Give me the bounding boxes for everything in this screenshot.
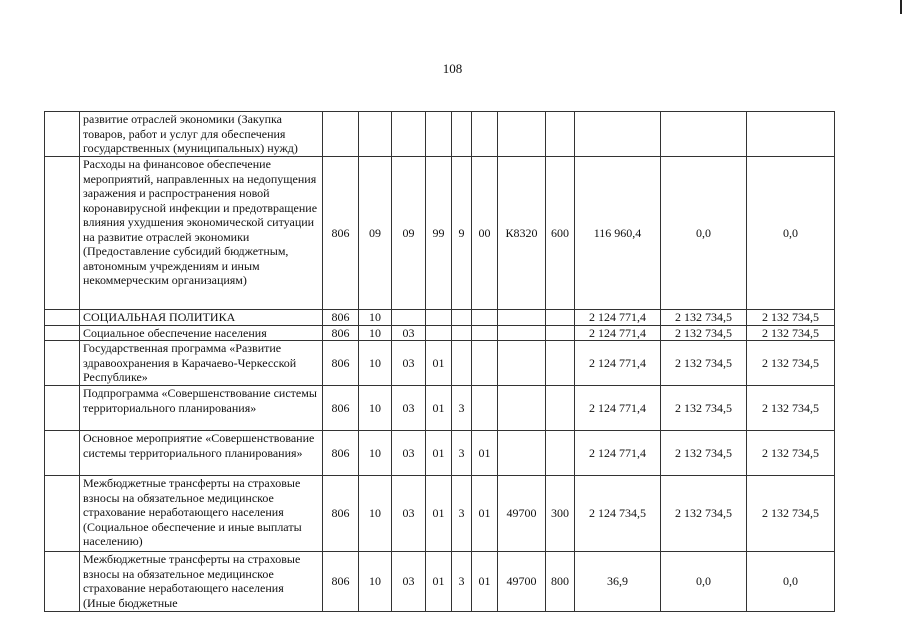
code-cell-c8 <box>546 341 575 386</box>
code-cell-c8 <box>546 386 575 431</box>
amount-cell-v3: 2 132 734,5 <box>747 310 835 326</box>
amount-cell-v1: 2 124 771,4 <box>575 386 661 431</box>
item-name-cell: СОЦИАЛЬНАЯ ПОЛИТИКА <box>80 310 323 326</box>
code-cell-c1: 806 <box>323 325 359 341</box>
code-cell-c3: 09 <box>392 157 426 310</box>
scan-edge-mark <box>900 0 902 14</box>
item-name-cell: Подпрограмма «Совершенствование системы территориального планирования» <box>80 386 323 431</box>
code-cell-c3 <box>392 310 426 326</box>
table-row <box>45 157 835 310</box>
code-cell-c5: 3 <box>452 476 472 552</box>
code-cell-c2: 09 <box>359 157 392 310</box>
amount-cell-v3: 2 132 734,5 <box>747 325 835 341</box>
code-cell-c7: К8320 <box>498 157 546 310</box>
amount-cell-v3 <box>747 112 835 157</box>
row-number-cell <box>45 325 80 341</box>
code-cell-c8: 300 <box>546 476 575 552</box>
code-cell-c8 <box>546 431 575 476</box>
code-cell-c8: 600 <box>546 157 575 310</box>
code-cell-c2: 10 <box>359 310 392 326</box>
code-cell-c4: 01 <box>426 431 452 476</box>
amount-cell-v1 <box>575 112 661 157</box>
code-cell-c1: 806 <box>323 476 359 552</box>
code-cell-c7 <box>498 341 546 386</box>
code-cell-c5: 3 <box>452 386 472 431</box>
amount-cell-v1: 2 124 771,4 <box>575 310 661 326</box>
code-cell-c6 <box>472 112 498 157</box>
code-cell-c8 <box>546 112 575 157</box>
code-cell-c2: 10 <box>359 386 392 431</box>
row-number-cell <box>45 476 80 552</box>
code-cell-c5 <box>452 325 472 341</box>
code-cell-c7 <box>498 112 546 157</box>
amount-cell-v3: 2 132 734,5 <box>747 431 835 476</box>
code-cell-c4: 01 <box>426 476 452 552</box>
item-name-cell: Основное мероприятие «Совершенствование системы территориального планирования» <box>80 431 323 476</box>
code-cell-c2: 10 <box>359 476 392 552</box>
amount-cell-v3: 0,0 <box>747 157 835 310</box>
code-cell-c1: 806 <box>323 310 359 326</box>
code-cell-c4: 01 <box>426 386 452 431</box>
table-row <box>45 552 835 612</box>
code-cell-c3 <box>392 112 426 157</box>
item-name-cell: Межбюджетные трансферты на страховые взносы на обязательное медицинское страхование неработающего населения (Иные бюджетные <box>80 552 323 612</box>
code-cell-c3: 03 <box>392 341 426 386</box>
code-cell-c3: 03 <box>392 431 426 476</box>
code-cell-c1: 806 <box>323 386 359 431</box>
row-number-cell <box>45 431 80 476</box>
code-cell-c2: 10 <box>359 341 392 386</box>
code-cell-c5: 3 <box>452 431 472 476</box>
code-cell-c4: 01 <box>426 341 452 386</box>
code-cell-c6 <box>472 341 498 386</box>
code-cell-c3: 03 <box>392 552 426 612</box>
code-cell-c2: 10 <box>359 431 392 476</box>
item-name-cell: Межбюджетные трансферты на страховые взносы на обязательное медицинское страхование неработающего населения (Социальное обеспечение и иные выплаты населению) <box>80 476 323 552</box>
code-cell-c5: 9 <box>452 157 472 310</box>
code-cell-c4: 01 <box>426 552 452 612</box>
code-cell-c7: 49700 <box>498 476 546 552</box>
code-cell-c7 <box>498 431 546 476</box>
code-cell-c7 <box>498 310 546 326</box>
amount-cell-v3: 2 132 734,5 <box>747 341 835 386</box>
code-cell-c6: 01 <box>472 431 498 476</box>
code-cell-c8: 800 <box>546 552 575 612</box>
table-row <box>45 341 835 386</box>
amount-cell-v1: 2 124 771,4 <box>575 341 661 386</box>
table-row <box>45 112 835 157</box>
code-cell-c1: 806 <box>323 341 359 386</box>
row-number-cell <box>45 112 80 157</box>
row-number-cell <box>45 341 80 386</box>
code-cell-c5 <box>452 341 472 386</box>
code-cell-c1: 806 <box>323 552 359 612</box>
code-cell-c7 <box>498 386 546 431</box>
amount-cell-v3: 0,0 <box>747 552 835 612</box>
amount-cell-v2: 2 132 734,5 <box>661 310 747 326</box>
amount-cell-v1: 2 124 771,4 <box>575 325 661 341</box>
amount-cell-v3: 2 132 734,5 <box>747 476 835 552</box>
amount-cell-v1: 36,9 <box>575 552 661 612</box>
amount-cell-v3: 2 132 734,5 <box>747 386 835 431</box>
code-cell-c8 <box>546 325 575 341</box>
code-cell-c5 <box>452 310 472 326</box>
amount-cell-v1: 116 960,4 <box>575 157 661 310</box>
row-number-cell <box>45 310 80 326</box>
amount-cell-v1: 2 124 771,4 <box>575 431 661 476</box>
code-cell-c2: 10 <box>359 325 392 341</box>
code-cell-c5: 3 <box>452 552 472 612</box>
table-row <box>45 386 835 431</box>
item-name-cell: Социальное обеспечение населения <box>80 325 323 341</box>
page-number: 108 <box>442 61 463 76</box>
amount-cell-v2: 0,0 <box>661 552 747 612</box>
code-cell-c8 <box>546 310 575 326</box>
code-cell-c5 <box>452 112 472 157</box>
amount-cell-v2: 2 132 734,5 <box>661 386 747 431</box>
code-cell-c1: 806 <box>323 157 359 310</box>
amount-cell-v2 <box>661 112 747 157</box>
code-cell-c6: 01 <box>472 552 498 612</box>
row-number-cell <box>45 386 80 431</box>
table-row <box>45 325 835 341</box>
code-cell-c3: 03 <box>392 325 426 341</box>
code-cell-c3: 03 <box>392 476 426 552</box>
code-cell-c2: 10 <box>359 552 392 612</box>
code-cell-c4 <box>426 325 452 341</box>
code-cell-c4: 99 <box>426 157 452 310</box>
code-cell-c6: 01 <box>472 476 498 552</box>
code-cell-c7: 49700 <box>498 552 546 612</box>
table-row <box>45 476 835 552</box>
amount-cell-v2: 0,0 <box>661 157 747 310</box>
table-row <box>45 310 835 326</box>
code-cell-c7 <box>498 325 546 341</box>
code-cell-c6: 00 <box>472 157 498 310</box>
item-name-cell: Расходы на финансовое обеспечение мероприятий, направленных на недопущения заражения и распространения новой коронавирусной инфекции и предотвращение влияния ухудшения экономической ситуации на развитие отраслей экономики (Предоставление субсидий бюджетным, автономным учреждениям и иным некоммерческим организациям) <box>80 157 323 310</box>
amount-cell-v2: 2 132 734,5 <box>661 341 747 386</box>
amount-cell-v2: 2 132 734,5 <box>661 325 747 341</box>
code-cell-c2 <box>359 112 392 157</box>
code-cell-c3: 03 <box>392 386 426 431</box>
code-cell-c4 <box>426 310 452 326</box>
table-row <box>45 431 835 476</box>
amount-cell-v1: 2 124 734,5 <box>575 476 661 552</box>
row-number-cell <box>45 552 80 612</box>
row-number-cell <box>45 157 80 310</box>
code-cell-c1 <box>323 112 359 157</box>
budget-table <box>44 111 835 612</box>
code-cell-c6 <box>472 310 498 326</box>
code-cell-c1: 806 <box>323 431 359 476</box>
code-cell-c6 <box>472 325 498 341</box>
amount-cell-v2: 2 132 734,5 <box>661 476 747 552</box>
item-name-cell: развитие отраслей экономики (Закупка товаров, работ и услуг для обеспечения государственных (муниципальных) нужд) <box>80 112 323 157</box>
code-cell-c6 <box>472 386 498 431</box>
amount-cell-v2: 2 132 734,5 <box>661 431 747 476</box>
item-name-cell: Государственная программа «Развитие здравоохранения в Карачаево-Черкесской Республике» <box>80 341 323 386</box>
code-cell-c4 <box>426 112 452 157</box>
